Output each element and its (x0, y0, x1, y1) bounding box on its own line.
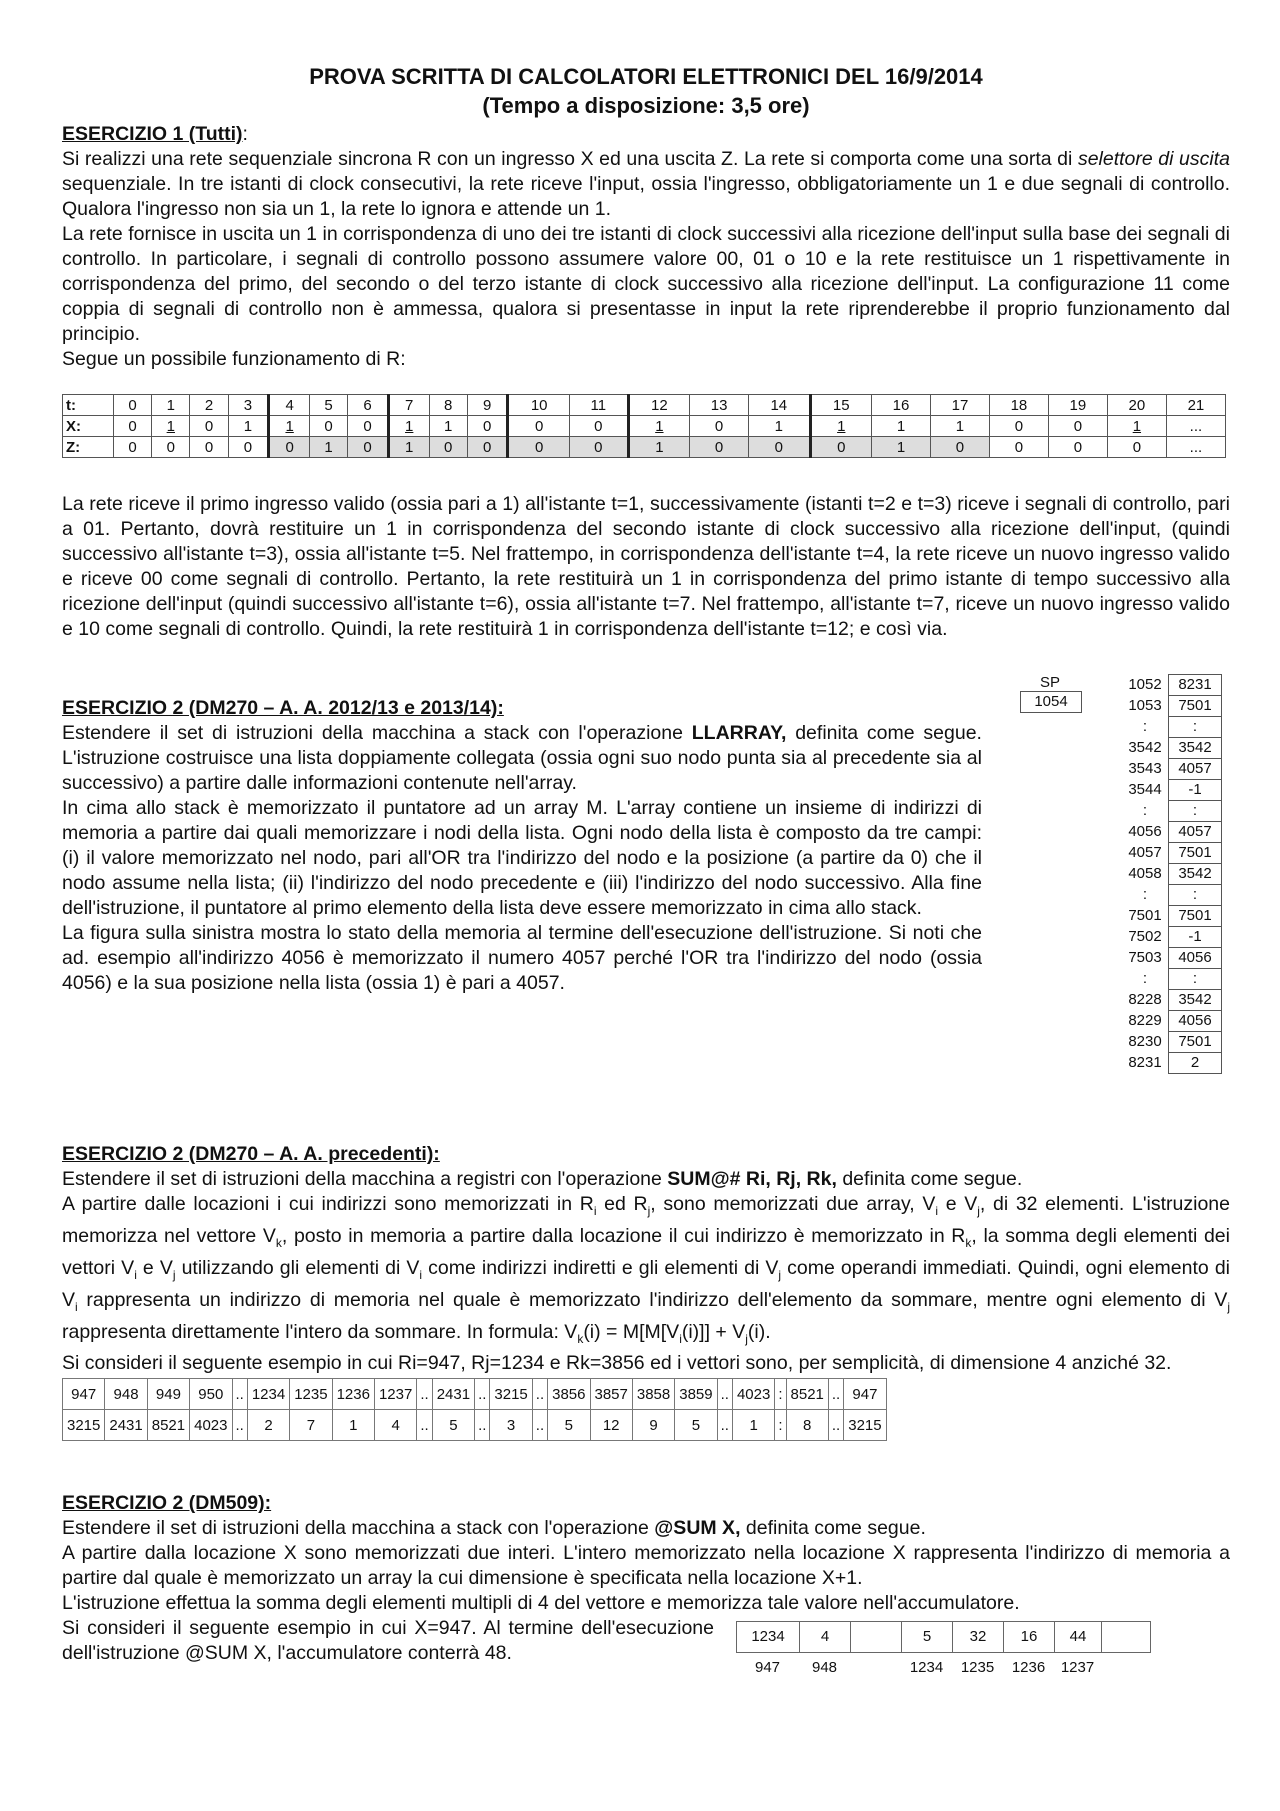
memory-cell: .. (828, 1410, 843, 1441)
timing-cell: 1 (309, 437, 347, 458)
timing-cell: 14 (749, 395, 810, 416)
timing-cell: 1 (1107, 416, 1166, 437)
memory-value: 4057 (1168, 758, 1222, 779)
memory-value: 7501 (1168, 695, 1222, 716)
memory-cell: 5 (675, 1410, 717, 1441)
memory-cell: : (775, 1410, 786, 1441)
memory-cell: .. (717, 1379, 732, 1410)
memory-row (1122, 884, 1222, 905)
memory-cell: : (775, 1379, 786, 1410)
memory-address: 8231 (1128, 1054, 1162, 1071)
memory-value: 8231 (1168, 674, 1222, 695)
memory-row (1122, 968, 1222, 989)
timing-cell: 15 (810, 395, 871, 416)
memory-row (1122, 1052, 1222, 1073)
stack-pointer-box (1020, 674, 1082, 713)
memory-cell: 1 (332, 1410, 374, 1441)
timing-cell: ... (1166, 437, 1225, 458)
timing-cell: 0 (690, 416, 749, 437)
timing-cell: 7 (388, 395, 429, 416)
dm509-address-cell: 1235 (960, 1659, 995, 1677)
memory-value: : (1168, 884, 1222, 905)
memory-cell: 1 (732, 1410, 774, 1441)
memory-cell: 1234 (247, 1379, 289, 1410)
timing-cell: 0 (508, 416, 569, 437)
memory-cell: 947 (63, 1379, 105, 1410)
dm509-addresses-row (736, 1653, 1151, 1683)
memory-cell: 3215 (63, 1410, 105, 1441)
timing-cell: 19 (1048, 395, 1107, 416)
memory-cell: 3856 (548, 1379, 590, 1410)
exercise-2c-para-2: A partire dalla locazione X sono memorizzati due interi. L'intero memorizzato nella locazione X rappresenta l'indirizzo di memoria a partire dal quale è memorizzato un array la cui dimensione è specificata nella locazione X+1. (62, 1542, 1230, 1590)
exercise-2-dm270-recent (62, 674, 1230, 1106)
memory-cell: 5 (432, 1410, 474, 1441)
memory-address: 7501 (1128, 907, 1162, 924)
dm509-example (736, 1621, 1151, 1683)
exercise-2-dm509 (62, 1491, 1230, 1677)
memory-cell: 4023 (190, 1410, 232, 1441)
timing-cell: 0 (508, 437, 569, 458)
memory-row (1122, 758, 1222, 779)
memory-cell: 1236 (332, 1379, 374, 1410)
memory-value: 3542 (1168, 737, 1222, 758)
exercise-2b-para-1: Estendere il set di istruzioni della macchina a registri con l'operazione SUM@# Ri, Rj, Rk, definita come segue. (62, 1168, 1023, 1190)
memory-row (1122, 737, 1222, 758)
memory-row (1122, 1010, 1222, 1031)
exercise-2c-para-3: L'istruzione effettua la somma degli elementi multipli di 4 del vettore e memorizza tale valore nell'accumulatore. (62, 1592, 1020, 1615)
timing-cell: 20 (1107, 395, 1166, 416)
timing-cell: 0 (190, 416, 228, 437)
timing-cell: 1 (628, 416, 689, 437)
address-row (63, 1379, 887, 1410)
memory-cell: 949 (147, 1379, 189, 1410)
sp-value: 1054 (1020, 691, 1082, 713)
exercise-2a-para-3: La figura sulla sinistra mostra lo stato della memoria al termine dell'esecuzione dell'istruzione. Si noti che ad. esempio all'indirizzo 4056 è memorizzato il numero 4057 perché l'OR tra l'indirizzo del nodo (ossia 4056) e la sua posizione nella lista (ossia 1) è pari a 4057. (62, 922, 982, 994)
memory-row (1122, 821, 1222, 842)
memory-cell: 3858 (632, 1379, 674, 1410)
memory-value: 4057 (1168, 821, 1222, 842)
memory-address: : (1142, 886, 1148, 903)
timing-cell: 0 (429, 437, 467, 458)
dm509-value-cell (851, 1622, 902, 1652)
memory-cell: 948 (105, 1379, 147, 1410)
timing-cell: 0 (228, 437, 269, 458)
timing-cell: 0 (348, 437, 389, 458)
memory-value: -1 (1168, 926, 1222, 947)
timing-cell: 1 (810, 416, 871, 437)
timing-cell: 8 (429, 395, 467, 416)
timing-cell: 1 (152, 416, 190, 437)
memory-value: 7501 (1168, 1031, 1222, 1052)
timing-cell: 0 (930, 437, 989, 458)
memory-address: 8228 (1128, 991, 1162, 1008)
memory-row (1122, 800, 1222, 821)
memory-cell: .. (417, 1379, 432, 1410)
exam-duration: (Tempo a disposizione: 3,5 ore) (482, 93, 810, 118)
timing-row-label: t: (63, 395, 114, 416)
timing-cell: 0 (309, 416, 347, 437)
timing-cell: 0 (152, 437, 190, 458)
memory-cell: .. (532, 1379, 547, 1410)
timing-row-t (63, 395, 1226, 416)
memory-cell: 3859 (675, 1379, 717, 1410)
exercise-2c-heading: ESERCIZIO 2 (DM509): (62, 1492, 272, 1515)
memory-cell: 5 (548, 1410, 590, 1441)
timing-row-z (63, 437, 1226, 458)
timing-row-x (63, 416, 1226, 437)
memory-table (1122, 674, 1222, 1073)
exercise-1-para-1: Si realizzi una rete sequenziale sincrona R con un ingresso X ed una uscita Z. La rete si comporta come una sorta di selettore di uscita sequenziale. In tre istanti di clock consecutivi, la rete riceve l'input, ossia l'ingresso, obbligatoriamente un 1 e due segnali di controllo. Qualora l'ingresso non sia un 1, la rete lo ignora e attende un 1. (62, 148, 1230, 220)
timing-cell: 18 (989, 395, 1048, 416)
memory-cell: .. (417, 1410, 432, 1441)
timing-cell: 17 (930, 395, 989, 416)
memory-row (1122, 863, 1222, 884)
memory-address: : (1142, 970, 1148, 987)
timing-cell: 0 (1048, 416, 1107, 437)
timing-cell: 0 (690, 437, 749, 458)
timing-cell: 0 (989, 416, 1048, 437)
dm509-value-cell: 4 (800, 1622, 851, 1652)
memory-address: : (1142, 802, 1148, 819)
memory-cell: .. (828, 1379, 843, 1410)
memory-value: 7501 (1168, 905, 1222, 926)
timing-cell: 1 (269, 416, 310, 437)
memory-value: 7501 (1168, 842, 1222, 863)
memory-cell: 2 (247, 1410, 289, 1441)
timing-cell: ... (1166, 416, 1225, 437)
timing-cell: 0 (467, 437, 508, 458)
memory-cell: 8 (786, 1410, 828, 1441)
exercise-1: ESERCIZIO 1 (Tutti): Si realizzi una rete sequenziale sincrona R con un ingresso X ed una uscita Z. La rete si comporta come una sorta di selettore di uscita sequenziale. In tre istanti di clock consecutivi, la rete riceve l'input, ossia l'ingresso, obbligatoriamente un 1 e due segnali di controllo. Qualora l'ingresso non sia un 1, la rete lo ignora e attende un 1. La rete fornisce in uscita un 1 in corrispondenza di uno dei tre istanti di clock successivi alla ricezione dell'input sulla base dei segnali di controllo. In particolare, i segnali di controllo possono assumere valore 00, 01 o 10 e la rete restituisce un 1 rispettivamente in corrispondenza del primo, del secondo o del terzo istante di clock successivo alla ricezione dell'input. La configurazione 11 come coppia di segnali di controllo non è ammessa, qualora si presentasse in input la rete riprenderebbe il proprio funzionamento dal principio. Segue un possibile funzionamento di R: t: 0 1 2 3 4 5 6 7 8 9 10 11 12 13 14 15 16 17 18 19 20 21 X: 0 1 0 1 1 0 0 1 1 0 0 0 1 0 1 1 1 1 0 0 1 ... Z: 0 0 0 0 0 1 0 1 0 0 0 0 1 0 0 0 1 0 0 0 0 ... La rete riceve il primo ingresso valido (ossia pari a 1) all'istante t=1, successivamente (istanti t=2 e t=3) riceve i segnali di controllo, pari a 01. Pertanto, dovrà restituire un 1 in corrispondenza del secondo istante di clock successivo alla ricezione dell'input, (quindi successivo all'istante t=3), ossia all'istante t=5. Nel frattempo, in corrispondenza dell'istante t=4, la rete riceve un nuovo ingresso valido e riceve 00 come segnali di controllo. Pertanto, la rete restituirà un 1 in corrispondenza del primo istante di tempo successivo alla ricezione dell'input (quindi successivo all'istante t=6), ossia all'istante t=7. Nel frattempo, all'istante t=7, riceve un nuovo ingresso valido e 10 come segnali di controllo. Quindi, la rete restituirà 1 in corrispondenza dell'istante t=12; e così via. (62, 123, 1230, 640)
timing-cell: 1 (388, 416, 429, 437)
memory-address: : (1142, 718, 1148, 735)
dm509-address-cell: 1237 (1060, 1659, 1095, 1677)
memory-cell: .. (232, 1410, 247, 1441)
memory-address: 1053 (1128, 697, 1162, 714)
timing-cell: 0 (1107, 437, 1166, 458)
timing-cell: 1 (152, 395, 190, 416)
memory-cell: 3 (490, 1410, 532, 1441)
memory-address: 3544 (1128, 781, 1162, 798)
memory-cell: .. (717, 1410, 732, 1441)
timing-cell: 4 (269, 395, 310, 416)
memory-value: 4056 (1168, 947, 1222, 968)
timing-row-label: Z: (63, 437, 114, 458)
memory-address: 1052 (1128, 676, 1162, 693)
memory-cell: 12 (590, 1410, 632, 1441)
timing-cell: 1 (749, 416, 810, 437)
dm509-value-cell: 32 (953, 1622, 1004, 1652)
memory-value: 3542 (1168, 863, 1222, 884)
dm509-value-cell: 44 (1055, 1622, 1102, 1652)
dm509-address-cell: 948 (811, 1659, 838, 1677)
exercise-1-heading: ESERCIZIO 1 (Tutti) (62, 123, 243, 145)
memory-row (1122, 695, 1222, 716)
exam-title: PROVA SCRITTA DI CALCOLATORI ELETTRONICI DEL 16/9/2014 (309, 64, 983, 89)
memory-value: : (1168, 716, 1222, 737)
timing-cell: 0 (810, 437, 871, 458)
timing-cell: 1 (429, 416, 467, 437)
dm509-value-cell: 16 (1004, 1622, 1055, 1652)
dm509-address-cell: 1236 (1011, 1659, 1046, 1677)
memory-value: : (1168, 968, 1222, 989)
memory-cell: .. (475, 1379, 490, 1410)
memory-address: 3542 (1128, 739, 1162, 756)
timing-cell: 1 (628, 437, 689, 458)
memory-address: 7502 (1128, 928, 1162, 945)
exercise-1-para-4: La rete riceve il primo ingresso valido (ossia pari a 1) all'istante t=1, successivamente (istanti t=2 e t=3) riceve i segnali di controllo, pari a 01. Pertanto, dovrà restituire un 1 in corrispondenza del secondo istante di clock successivo alla ricezione dell'input, (quindi successivo all'istante t=3), ossia all'istante t=5. Nel frattempo, in corrispondenza dell'istante t=4, la rete riceve un nuovo ingresso valido e riceve 00 come segnali di controllo. Pertanto, la rete restituirà un 1 in corrispondenza del primo istante di tempo successivo alla ricezione dell'input (quindi successivo all'istante t=6), ossia all'istante t=7. Nel frattempo, all'istante t=7, riceve un nuovo ingresso valido e 10 come segnali di controllo. Quindi, la rete restituirà 1 in corrispondenza dell'istante t=12; e così via. (62, 493, 1230, 640)
timing-cell: 9 (467, 395, 508, 416)
memory-value: 2 (1168, 1052, 1222, 1074)
timing-cell: 1 (228, 416, 269, 437)
memory-address: 3543 (1128, 760, 1162, 777)
timing-table (62, 394, 1226, 458)
dm509-values-row (736, 1621, 1151, 1653)
memory-value: : (1168, 800, 1222, 821)
memory-address: 8229 (1128, 1012, 1162, 1029)
memory-address: 7503 (1128, 949, 1162, 966)
memory-row (1122, 926, 1222, 947)
timing-cell: 0 (749, 437, 810, 458)
memory-cell: 3857 (590, 1379, 632, 1410)
memory-address: 4058 (1128, 865, 1162, 882)
memory-row (1122, 947, 1222, 968)
memory-cell: 9 (632, 1410, 674, 1441)
exercise-2b-para-2: A partire dalle locazioni i cui indirizzi sono memorizzati in $R_i$ ed $R_j$, sono memorizzati due array, $V_i$ e $V_j$, di 32 elementi. L'istruzione memorizza nel vettore $V_k$, posto in memoria a partire dalla locazione il cui indirizzo è memorizzato in $R_k$, la somma degli elementi dei vettori $V_i$ e $V_j$ utilizzando gli elementi di $V_i$ come indirizzi indiretti e gli elementi di $V_j$ come operandi immediati. Quindi, ogni elemento di $V_i$ rappresenta un indirizzo di memoria nel quale è memorizzato l'indirizzo dell'elemento da sommare, mentre ogni elemento di $V_j$ rappresenta direttamente l'intero da sommare. In formula: $V_k(i) = M[M[V_i(i)]] + V_j(i)$. (62, 1193, 1231, 1346)
memory-cell: .. (232, 1379, 247, 1410)
memory-cell: .. (475, 1410, 490, 1441)
memory-cell: 7 (290, 1410, 332, 1441)
memory-address: 8230 (1128, 1033, 1162, 1050)
memory-cell: 950 (190, 1379, 232, 1410)
timing-cell: 3 (228, 395, 269, 416)
exercise-2-dm270-previous (62, 1142, 1230, 1441)
exercise-2a-para-2: In cima allo stack è memorizzato il puntatore ad un array M. L'array contiene un insieme di indirizzi di memoria a partire dai quali memorizzare i nodi della lista. Ogni nodo della lista è composto da tre campi: (i) il valore memorizzato nel nodo, pari all'OR tra l'indirizzo del nodo e la posizione (a partire da 0) che il nodo assume nella lista; (ii) l'indirizzo del nodo precedente e (iii) l'indirizzo del nodo successivo. Alla fine dell'istruzione, il puntatore al primo elemento della lista deve essere memorizzato in cima allo stack. (62, 797, 982, 919)
memory-cell: 2431 (105, 1410, 147, 1441)
memory-row (1122, 842, 1222, 863)
timing-cell: 0 (569, 437, 628, 458)
timing-cell: 21 (1166, 395, 1225, 416)
memory-value: 3542 (1168, 989, 1222, 1010)
timing-cell: 1 (872, 437, 931, 458)
exercise-1-para-2: La rete fornisce in uscita un 1 in corrispondenza di uno dei tre istanti di clock successivi alla ricezione dell'input sulla base dei segnali di controllo. In particolare, i segnali di controllo possono assumere valore 00, 01 o 10 e la rete restituisce un 1 rispettivamente in corrispondenza del primo, del secondo o del terzo istante di clock successivo alla ricezione dell'input. La configurazione 11 come coppia di segnali di controllo non è ammessa, qualora si presentasse in input la rete riprenderebbe il proprio funzionamento dal principio. (62, 223, 1230, 345)
memory-address: 4057 (1128, 844, 1162, 861)
memory-row (1122, 674, 1222, 695)
timing-cell: 0 (269, 437, 310, 458)
memory-cell: 1235 (290, 1379, 332, 1410)
dm509-value-cell: 1234 (737, 1622, 800, 1652)
timing-cell: 0 (190, 437, 228, 458)
memory-value: 4056 (1168, 1010, 1222, 1031)
exercise-2a-para-1: Estendere il set di istruzioni della macchina a stack con l'operazione LLARRAY, definita come segue. L'istruzione costruisce una lista doppiamente collegata (ossia ogni suo nodo punta sia al precedente sia al successivo) a partire dalle informazioni contenute nell'array. (62, 722, 982, 794)
dm509-value-cell (1102, 1622, 1150, 1652)
timing-cell: 0 (348, 416, 389, 437)
memory-cell: 4023 (732, 1379, 774, 1410)
timing-cell: 0 (1048, 437, 1107, 458)
exercise-2c-para-1: Estendere il set di istruzioni della macchina a stack con l'operazione @SUM X, definita come segue. (62, 1517, 926, 1540)
timing-cell: 2 (190, 395, 228, 416)
timing-cell: 1 (930, 416, 989, 437)
memory-cell: 8521 (786, 1379, 828, 1410)
memory-cell: 3215 (844, 1410, 886, 1441)
timing-cell: 0 (114, 416, 152, 437)
timing-cell: 12 (628, 395, 689, 416)
memory-row (1122, 716, 1222, 737)
dm509-address-cell: 947 (754, 1659, 781, 1677)
exercise-1-para-3: Segue un possibile funzionamento di R: (62, 348, 406, 370)
memory-address: 4056 (1128, 823, 1162, 840)
memory-row (1122, 779, 1222, 800)
dm509-address-cell: 1234 (909, 1659, 944, 1677)
timing-cell: 5 (309, 395, 347, 416)
timing-cell: 11 (569, 395, 628, 416)
timing-cell: 0 (114, 437, 152, 458)
timing-cell: 0 (989, 437, 1048, 458)
exercise-2b-para-3: Si consideri il seguente esempio in cui Ri=947, Rj=1234 e Rk=3856 ed i vettori sono, per semplicità, di dimensione 4 anziché 32. (62, 1352, 1172, 1375)
exercise-2c-para-4: Si consideri il seguente esempio in cui X=947. Al termine dell'esecuzione dell'istruzione @SUM X, l'accumulatore conterrà 48. (62, 1617, 714, 1665)
timing-cell: 0 (114, 395, 152, 416)
memory-cell: .. (532, 1410, 547, 1441)
value-row (63, 1410, 887, 1441)
exercise-2b-heading: ESERCIZIO 2 (DM270 – A. A. precedenti): (62, 1143, 440, 1165)
timing-cell: 0 (569, 416, 628, 437)
timing-cell: 0 (467, 416, 508, 437)
memory-cell: 8521 (147, 1410, 189, 1441)
memory-value: -1 (1168, 779, 1222, 800)
timing-row-label: X: (63, 416, 114, 437)
memory-cell: 2431 (432, 1379, 474, 1410)
timing-cell: 6 (348, 395, 389, 416)
timing-cell: 16 (872, 395, 931, 416)
timing-cell: 10 (508, 395, 569, 416)
sp-label: SP (1039, 674, 1060, 691)
memory-cell: 1237 (374, 1379, 416, 1410)
timing-cell: 13 (690, 395, 749, 416)
document-page (62, 62, 1231, 1677)
timing-cell: 1 (388, 437, 429, 458)
dm509-value-cell: 5 (902, 1622, 953, 1652)
timing-cell: 1 (872, 416, 931, 437)
memory-row (1122, 905, 1222, 926)
dm509-address-cell (1101, 1653, 1149, 1683)
memory-row (1122, 1031, 1222, 1052)
dm509-address-cell (850, 1653, 901, 1683)
memory-row (1122, 989, 1222, 1010)
memory-cell: 3215 (490, 1379, 532, 1410)
exercise-2a-heading: ESERCIZIO 2 (DM270 – A. A. 2012/13 e 2013/14): (62, 697, 504, 719)
memory-cell: 947 (844, 1379, 886, 1410)
memory-cell: 4 (374, 1410, 416, 1441)
memory-example-table (62, 1378, 887, 1441)
